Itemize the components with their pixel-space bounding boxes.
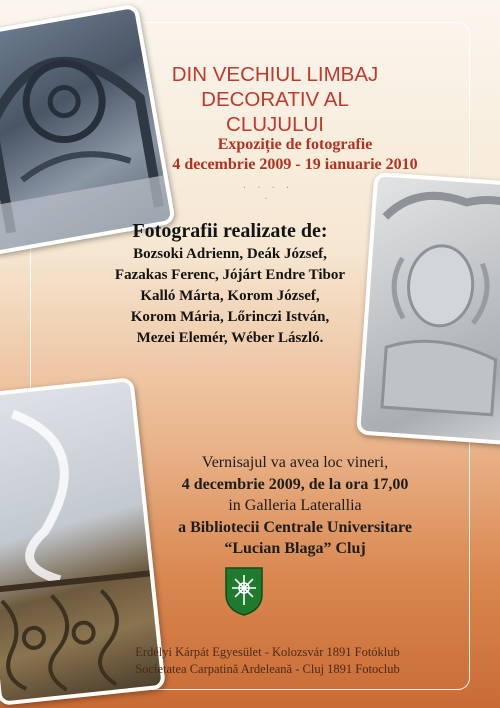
title-line-2: DECORATIV AL CLUJULUI xyxy=(201,88,349,136)
photographers-line: Fazakas Ferenc, Jójárt Endre Tibor xyxy=(114,267,346,283)
footer-organizers xyxy=(80,644,455,678)
footer-line-hungarian: Erdélyi Kárpát Egyesület - Kolozsvár 1891 Fotóklub xyxy=(135,645,400,659)
club-shield-emblem-icon xyxy=(224,566,264,616)
opening-info xyxy=(120,452,470,560)
photographers-line: Bozsoki Adrienn, Deák József, xyxy=(133,246,327,262)
opening-date: 4 decembrie 2009, de la ora 17,00 xyxy=(181,475,409,493)
opening-venue: in Galleria Laterallia xyxy=(228,497,362,514)
opening-line: Vernisajul va avea loc vineri, xyxy=(201,454,389,471)
opening-library: a Bibliotecii Centrale Universitare xyxy=(178,518,412,536)
photographers-line: Kalló Márta, Korom József, xyxy=(140,288,320,304)
footer-line-romanian: Societatea Carpatină Ardeleană - Cluj 1891 Fotoclub xyxy=(135,662,400,676)
photographers-block xyxy=(70,220,390,349)
photographers-heading: Fotografii realizate de: xyxy=(132,220,328,242)
separator-dots: . . . . . xyxy=(242,180,294,202)
exhibition-dates: 4 decembrie 2009 - 19 ianuarie 2010 xyxy=(172,156,418,173)
poster-title xyxy=(150,62,400,137)
opening-library-name: “Lucian Blaga” Cluj xyxy=(224,540,366,557)
photographers-line: Mezei Elemér, Wéber László. xyxy=(136,330,324,346)
exhibition-type: Expoziție de fotografie xyxy=(217,136,373,153)
photographers-line: Korom Mária, Lőrinczi István, xyxy=(130,309,330,325)
title-line-1: DIN VECHIUL LIMBAJ xyxy=(171,63,379,86)
exhibition-subtitle xyxy=(130,135,460,175)
